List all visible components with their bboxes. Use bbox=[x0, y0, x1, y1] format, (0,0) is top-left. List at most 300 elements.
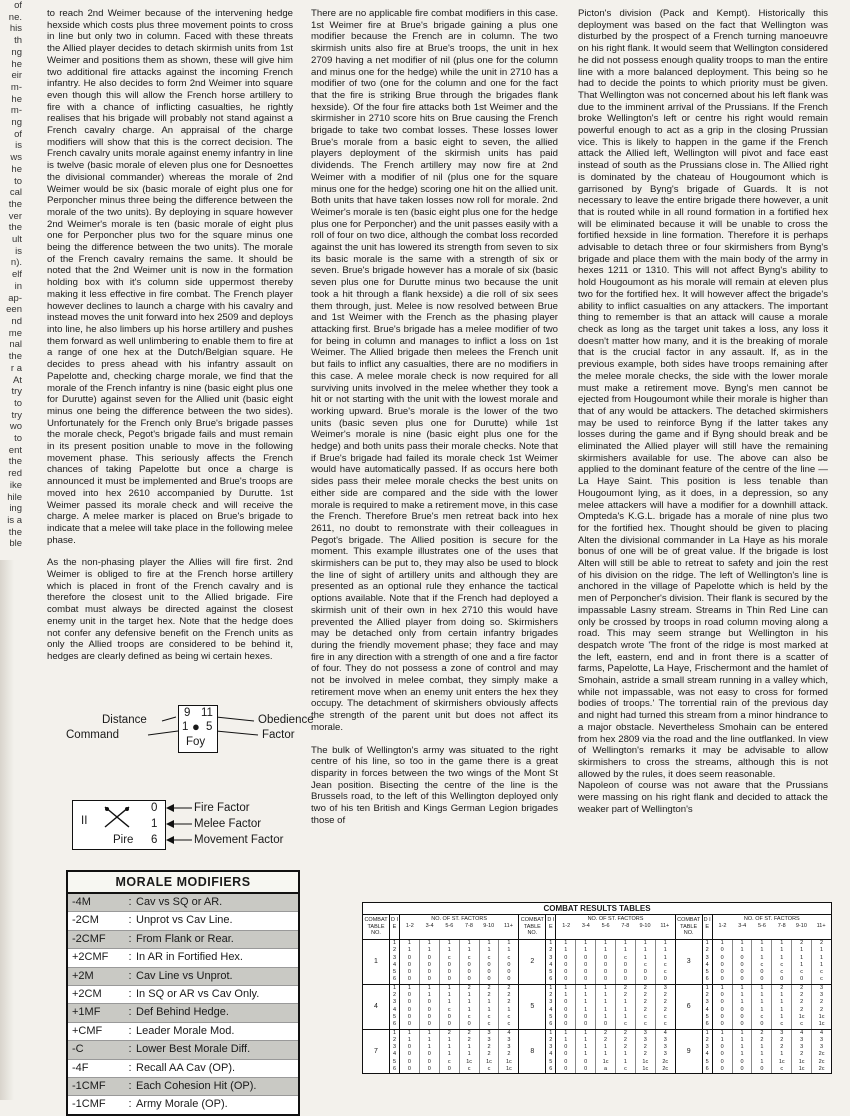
gutter-text: red bbox=[8, 468, 22, 480]
crt-cell: 0 bbox=[576, 1059, 596, 1066]
crt-table-number: 3 bbox=[676, 940, 703, 984]
crt-cell: 0 bbox=[596, 976, 616, 983]
crt-cell: 0 bbox=[616, 969, 636, 976]
crt-cell: c bbox=[636, 962, 656, 969]
crt-cell: c bbox=[440, 1007, 460, 1014]
crt-die-roll: 2 bbox=[546, 992, 556, 999]
crt-cell: 1 bbox=[752, 947, 772, 954]
crt-cell: 1 bbox=[820, 961, 824, 968]
crt-cell: c bbox=[460, 955, 480, 962]
crt-cell: 1 bbox=[440, 985, 460, 992]
unit-numeral: II bbox=[81, 815, 88, 827]
crt-cell: 1c bbox=[460, 1059, 480, 1066]
crt-cell: c bbox=[616, 955, 636, 962]
crt-cell: 2 bbox=[596, 1037, 616, 1044]
crt-block bbox=[519, 915, 675, 1073]
crt-cell: 0 bbox=[733, 955, 753, 962]
crt-cell: 0 bbox=[733, 969, 753, 976]
crt-die-roll: 1 bbox=[390, 940, 400, 947]
crt-cell: 1 bbox=[440, 999, 460, 1006]
label-movement-factor: Movement Factor bbox=[194, 834, 284, 846]
crt-die-roll: 2 bbox=[390, 1037, 400, 1044]
crt-die-roll: 6 bbox=[703, 1021, 713, 1028]
crt-table bbox=[676, 1030, 831, 1074]
combat-results-tables bbox=[362, 902, 832, 1074]
crt-column-header: 9-10 bbox=[795, 923, 807, 929]
crt-row bbox=[390, 1007, 518, 1014]
crt-cell: 1 bbox=[556, 1030, 576, 1037]
crt-die-roll: 2 bbox=[546, 947, 556, 954]
crt-cell: 1 bbox=[752, 1059, 772, 1066]
crt-die-roll: 3 bbox=[703, 1044, 713, 1051]
crt-header-die: D I E bbox=[390, 915, 400, 939]
crt-row bbox=[390, 976, 518, 983]
crt-die-roll: 6 bbox=[390, 1066, 400, 1073]
crt-cell: 0 bbox=[460, 962, 480, 969]
crt-row bbox=[703, 962, 831, 969]
crt-row bbox=[390, 985, 518, 992]
crt-row bbox=[390, 969, 518, 976]
crt-cell: 0 bbox=[480, 969, 500, 976]
crt-cell: 1 bbox=[713, 1030, 733, 1037]
label-command: Command bbox=[66, 729, 120, 741]
crt-table-number: 1 bbox=[363, 940, 390, 984]
unit-move-value: 6 bbox=[151, 834, 158, 846]
crt-cell: 0 bbox=[772, 976, 792, 983]
crt-cell: 0 bbox=[480, 976, 500, 983]
crt-cell: 0 bbox=[556, 969, 576, 976]
modifier-description: Recall AA Cav (OP). bbox=[136, 1061, 236, 1074]
crt-table bbox=[676, 940, 831, 985]
crt-table-number: 9 bbox=[676, 1030, 703, 1074]
crt-cell: 3 bbox=[772, 1030, 792, 1037]
crt-cell: 1 bbox=[507, 1006, 511, 1013]
crt-cell: 0 bbox=[400, 1066, 420, 1073]
crt-cell: 1 bbox=[772, 1051, 792, 1058]
crt-cell: 1 bbox=[596, 985, 616, 992]
crt-cell: 0 bbox=[400, 962, 420, 969]
crt-cell: 2 bbox=[772, 1044, 792, 1051]
crt-cell: 0 bbox=[636, 976, 656, 983]
crt-cell: 2 bbox=[792, 985, 812, 992]
crt-cell: 2 bbox=[752, 1030, 772, 1037]
crt-die-roll: 3 bbox=[390, 1044, 400, 1051]
separator: : bbox=[128, 1098, 132, 1111]
morale-modifiers-table bbox=[66, 870, 300, 1116]
crt-cell: 0 bbox=[713, 1021, 733, 1028]
crt-row bbox=[703, 1007, 831, 1014]
crt-die-roll: 2 bbox=[546, 1037, 556, 1044]
crt-column-header: 5-6 bbox=[757, 923, 766, 929]
crt-column-header: 5-6 bbox=[445, 923, 454, 929]
crt-row bbox=[390, 1037, 518, 1044]
crt-cell: 0 bbox=[556, 1021, 576, 1028]
crt-cell: 1 bbox=[420, 985, 440, 992]
crt-header-die: D I E bbox=[546, 915, 556, 939]
crt-cell: 1 bbox=[576, 947, 596, 954]
crt-row bbox=[390, 962, 518, 969]
crt-cell: 1 bbox=[616, 1014, 636, 1021]
crt-row bbox=[546, 976, 674, 983]
crt-column-header: 7-8 bbox=[465, 923, 473, 929]
crt-cell: 0 bbox=[733, 1014, 753, 1021]
crt-cell: 1 bbox=[420, 1037, 440, 1044]
crt-cell: 3 bbox=[480, 1030, 500, 1037]
crt-cell: a bbox=[596, 1066, 616, 1073]
crt-cell: 1 bbox=[460, 999, 480, 1006]
crt-cell: 0 bbox=[576, 955, 596, 962]
crt-cell: 0 bbox=[733, 976, 753, 983]
crt-row bbox=[546, 940, 674, 947]
crt-column-header: 1-2 bbox=[562, 923, 571, 929]
gutter-text: ble bbox=[9, 538, 22, 550]
crt-cell: 1 bbox=[752, 955, 772, 962]
crt-row bbox=[546, 1021, 674, 1028]
gutter-text: nd bbox=[11, 315, 22, 327]
crt-cell: c bbox=[480, 1014, 500, 1021]
crt-cell: 1 bbox=[576, 1037, 596, 1044]
crt-die-roll: 3 bbox=[703, 999, 713, 1006]
crt-row bbox=[703, 1014, 831, 1021]
gutter-text: m- bbox=[10, 105, 22, 117]
crt-die-roll: 6 bbox=[546, 1021, 556, 1028]
label-obedience: Obedience bbox=[258, 714, 314, 726]
gutter-text: the bbox=[8, 456, 22, 468]
gutter-text: try bbox=[11, 409, 22, 421]
crt-cell: 0 bbox=[576, 976, 596, 983]
crt-cell: 2 bbox=[636, 992, 656, 999]
label-distance: Distance bbox=[102, 714, 147, 726]
morale-row bbox=[68, 931, 298, 949]
crt-cell: 1c bbox=[818, 1013, 825, 1020]
crt-row bbox=[546, 1037, 674, 1044]
paragraph: There are no applicable fire combat modifiers in this case. 1st Weimer fire at Brue's brigade gaining a plus one modifier because the French are in column. The two skirmish units also fire at Brue's troops, the unit in hex 2709 having a net modifier of nil (plus one for the column and minus one for the hedge) while the unit in 2710 has a modifier of two (one for the column and one for the fact that the fire is striking Brue through the brigades flank hexside). Of the four fire attacks both 1st Weimer and the skirmisher in 2710 score hits on Brue causing the French brigade to take two combat losses. These losses lower Brue's morale from a basic eight to seven, the allied players deployment of the skirmish units has paid dividends. The French artillery may now fire at 2nd Weimer with a modifier of nil (plus one for the square minus one for the hedge) scoring one hit on the allied unit. Both units that have taken losses now roll for morale. 2nd Weimer's morale is ten (basic eight plus one for the hedge plus one for Perponcher) and the unit passes easily with a roll of four on two dice, although the combat loss recorded against the unit has lowered its strength from seven to six its basic morale is the same with a strength of six or seven. Brue's brigade however has a morale of six (basic seven plus one for Durutte minus two because the unit took a hit through a flank hexside) a die roll of six sees them through, just. Melee is now resolved between Brue and 1st Weimer with the French as the phasing player attacking first. Brue's brigade has a melee modifier of two for being in column and manages to inflict a loss on 1st Weimer. The Allied brigade then melees the French unit but fails to inflict any casualties, there are no modifiers in this case. A melee morale check is now required for all surviving units involved in the melee whether they took a hit or not starting with the unit with the lowest morale and working upward. Brue's morale is the lower of the two units (basic seven plus one for Durutte) while 1st Weimer's morale is nine (basic eight plus one for the hedge) and both units pass their morale checks. Note that if Brue's brigade had failed its morale check 1st Weimer would have automatically passed. If as occurs here both sides pass their melee morale checks the best units on either side are compared and the side with the lower morale is required to make a retirement move, in this case the French. Therefore Brue's men retreat back into hex 2611, no doubt to remonstrate with their colleagues in Pegot's brigade. The Allied position is secure for the moment. This example illustrates one of the uses that skirmishers can be put to, they may also be used to block the line of sight of artillery units and although they are presented as an optional rule they enhance the tactical options available. Note that if the French had deployed a skirmish unit of their own in hex 2710 this would have prevented the Allied player from doing so. Skirmishers may be detached only from certain infantry brigades during the friendly movement phase; they face and may fire in any direction with a strength of one and a fire factor of four. They do not possess a zone of control and may not be involved in melee combat, they simply make a retirement move when an enemy unit enters the hex they occupy. The detachment of skirmishers obviously affects the strength of the parent unit but does not affect its morale. bbox=[311, 8, 558, 733]
crt-cell: 1 bbox=[596, 992, 616, 999]
modifier-description: Cav vs SQ or AR. bbox=[136, 894, 298, 911]
crt-cell: 0 bbox=[400, 969, 420, 976]
gutter-text: th bbox=[14, 35, 22, 47]
crt-cell: 0 bbox=[733, 1059, 753, 1066]
modifier-code: -2CMF bbox=[68, 931, 124, 948]
crt-cell: 1 bbox=[752, 999, 772, 1006]
crt-cell: 1 bbox=[772, 1014, 792, 1021]
crt-cell: c bbox=[460, 1014, 480, 1021]
crt-cell: 1 bbox=[480, 1007, 500, 1014]
crt-cell: 0 bbox=[400, 1059, 420, 1066]
crt-row bbox=[703, 1030, 831, 1037]
crt-cell: 1 bbox=[616, 940, 636, 947]
crt-column-header: 3-4 bbox=[581, 923, 590, 929]
crt-table-number: 7 bbox=[363, 1030, 390, 1074]
crt-cell: 2c bbox=[818, 1051, 825, 1058]
crt-cell: 1 bbox=[733, 940, 753, 947]
crt-cell: 0 bbox=[636, 969, 656, 976]
crt-row bbox=[390, 1059, 518, 1066]
crt-cell: 0 bbox=[420, 955, 440, 962]
gutter-text: the bbox=[8, 198, 22, 210]
unit-melee-value: 1 bbox=[151, 818, 158, 830]
modifier-description: Each Cohesion Hit (OP). bbox=[136, 1078, 298, 1095]
crt-cell: 3 bbox=[792, 1044, 812, 1051]
crt-cell: 3 bbox=[480, 1037, 500, 1044]
gutter-text: is bbox=[15, 140, 22, 152]
crt-cell: 3 bbox=[792, 1037, 812, 1044]
crt-cell: 2 bbox=[480, 985, 500, 992]
leader-name: Foy bbox=[186, 736, 206, 748]
crt-row bbox=[546, 992, 674, 999]
crt-row bbox=[546, 1030, 674, 1037]
crt-cell: 2c bbox=[818, 1066, 825, 1073]
crt-cell: 3 bbox=[663, 1044, 667, 1051]
crt-column-header: 3-4 bbox=[738, 923, 747, 929]
crt-table bbox=[363, 985, 518, 1030]
crt-cell: c bbox=[460, 1066, 480, 1073]
morale-row bbox=[68, 1078, 298, 1096]
modifier-code: +2CMF bbox=[72, 951, 109, 964]
gutter-text: he bbox=[11, 93, 22, 105]
crt-cell: c bbox=[616, 1021, 636, 1028]
unit-name: Pire bbox=[113, 834, 134, 846]
crt-cell: c bbox=[440, 1059, 460, 1066]
crt-die-roll: 5 bbox=[703, 1014, 713, 1021]
crt-cell: 2c bbox=[662, 1066, 669, 1073]
crt-cell: c bbox=[772, 969, 792, 976]
crt-cell: 1 bbox=[752, 1044, 772, 1051]
crt-cell: c bbox=[820, 969, 823, 976]
crt-cell: 1 bbox=[400, 985, 420, 992]
crt-cell: 1 bbox=[480, 940, 500, 947]
crt-cell: 2 bbox=[507, 992, 511, 999]
crt-row bbox=[703, 969, 831, 976]
crt-die-roll: 3 bbox=[703, 955, 713, 962]
crt-cell: 3 bbox=[820, 992, 824, 999]
crt-row bbox=[390, 1044, 518, 1051]
crt-cell: 0 bbox=[507, 961, 511, 968]
gutter-text: try bbox=[11, 386, 22, 398]
crt-cell: 1 bbox=[636, 955, 656, 962]
gutter-text: n). bbox=[10, 257, 22, 269]
crt-table-number: 8 bbox=[519, 1030, 546, 1074]
crt-cell: 1 bbox=[616, 999, 636, 1006]
gutter-text: is a bbox=[7, 514, 22, 526]
crt-cell: 1 bbox=[792, 947, 812, 954]
crt-cell: 1 bbox=[440, 1051, 460, 1058]
gutter-text: the bbox=[8, 526, 22, 538]
crt-cell: 0 bbox=[420, 1021, 440, 1028]
crt-header-table: COMBAT TABLE NO. bbox=[363, 915, 390, 939]
crt-cell: 0 bbox=[440, 1066, 460, 1073]
crt-cell: 1 bbox=[460, 992, 480, 999]
crt-die-roll: 1 bbox=[390, 985, 400, 992]
crt-header bbox=[363, 915, 518, 940]
crt-row bbox=[546, 1044, 674, 1051]
crt-cell: 1 bbox=[713, 985, 733, 992]
crt-cell: 0 bbox=[713, 1044, 733, 1051]
crt-cell: 2 bbox=[480, 1044, 500, 1051]
crt-cell: 1 bbox=[556, 992, 576, 999]
crt-cell: 1 bbox=[576, 940, 596, 947]
crt-cell: 2 bbox=[616, 1030, 636, 1037]
gutter-text: At bbox=[13, 374, 22, 386]
crt-cell: 4 bbox=[663, 1029, 667, 1036]
gutter-text: hile bbox=[7, 491, 22, 503]
crt-cell: 3 bbox=[820, 984, 824, 991]
crt-cell: 2 bbox=[507, 1051, 511, 1058]
modifier-description: Lower Best Morale Diff. bbox=[136, 1041, 298, 1058]
crt-cell: 1c bbox=[636, 1059, 656, 1066]
morale-row bbox=[68, 1060, 298, 1078]
modifier-code: +CMF bbox=[72, 1024, 103, 1037]
separator: : bbox=[124, 1078, 136, 1095]
crt-cell: 0 bbox=[400, 976, 420, 983]
crt-die-roll: 2 bbox=[703, 1037, 713, 1044]
crt-cell: c bbox=[480, 1021, 500, 1028]
crt-cell: 0 bbox=[460, 1021, 480, 1028]
crt-die-roll: 6 bbox=[703, 976, 713, 983]
crt-cell: c bbox=[663, 1013, 667, 1020]
crt-row bbox=[390, 999, 518, 1006]
gutter-text: cal bbox=[9, 187, 22, 199]
crt-cell: 1 bbox=[576, 985, 596, 992]
crt-cell: c bbox=[792, 1021, 812, 1028]
gutter-text: of bbox=[14, 0, 22, 11]
crt-row bbox=[703, 1059, 831, 1066]
crt-cell: 2 bbox=[820, 1006, 824, 1013]
crt-header-factors-label: NO. OF ST. FACTORS bbox=[431, 916, 488, 922]
crt-cell: 1 bbox=[772, 999, 792, 1006]
arrows bbox=[166, 800, 196, 850]
crt-cell: c bbox=[440, 955, 460, 962]
crt-die-roll: 4 bbox=[546, 962, 556, 969]
gutter-text: ver bbox=[8, 210, 22, 222]
crt-die-roll: 2 bbox=[703, 992, 713, 999]
modifier-code: -1CMF bbox=[72, 1098, 106, 1111]
crt-die-roll: 5 bbox=[546, 969, 556, 976]
crt-cell: 3 bbox=[636, 1030, 656, 1037]
crt-row bbox=[703, 947, 831, 954]
crt-cell: 0 bbox=[556, 1007, 576, 1014]
crt-cell: 3 bbox=[663, 1036, 667, 1043]
crt-row bbox=[703, 1066, 831, 1073]
crt-cell: 2 bbox=[507, 999, 511, 1006]
separator: : bbox=[128, 987, 132, 1000]
crt-cell: 1 bbox=[772, 992, 792, 999]
crt-cell: 1 bbox=[556, 947, 576, 954]
crt-cell: 1 bbox=[663, 940, 667, 946]
crt-cell: 2 bbox=[596, 1030, 616, 1037]
crt-row bbox=[390, 1066, 518, 1073]
modifier-description: In AR in Fortified Hex. bbox=[136, 951, 243, 964]
crt-cell: 0 bbox=[440, 1021, 460, 1028]
crt-cell: 3 bbox=[507, 1044, 511, 1051]
crt-column-header: 3-4 bbox=[425, 923, 434, 929]
crt-row bbox=[390, 1014, 518, 1021]
crt-cell: 0 bbox=[420, 999, 440, 1006]
crt-cell: 3 bbox=[820, 1036, 824, 1043]
crt-header-factors bbox=[400, 915, 518, 939]
crt-row bbox=[703, 1021, 831, 1028]
separator: : bbox=[124, 1004, 136, 1021]
crt-cell: c bbox=[507, 1021, 511, 1028]
crt-cell: 1c bbox=[772, 1059, 792, 1066]
crt-cell: 1 bbox=[596, 947, 616, 954]
modifier-description: From Flank or Rear. bbox=[136, 931, 298, 948]
morale-row bbox=[68, 1023, 298, 1041]
crt-die-roll: 3 bbox=[390, 955, 400, 962]
crt-cell: 4 bbox=[820, 1029, 824, 1036]
crt-row bbox=[546, 1007, 674, 1014]
crt-cell: 1 bbox=[820, 947, 824, 954]
crt-cell: 2 bbox=[616, 992, 636, 999]
gutter-text: his bbox=[9, 23, 22, 35]
crt-cell: 1 bbox=[440, 947, 460, 954]
crt-cell: 1 bbox=[752, 985, 772, 992]
crt-cell: 0 bbox=[596, 962, 616, 969]
crt-cell: c bbox=[507, 954, 511, 961]
crt-cell: 2 bbox=[636, 1051, 656, 1058]
crt-cell: 0 bbox=[400, 955, 420, 962]
morale-row bbox=[68, 894, 298, 912]
crt-cell: 0 bbox=[616, 962, 636, 969]
crt-cell: 2 bbox=[792, 1007, 812, 1014]
crt-cell: 2 bbox=[616, 985, 636, 992]
crt-row bbox=[390, 992, 518, 999]
crt-cell: 0 bbox=[440, 962, 460, 969]
crt-table-number: 5 bbox=[519, 985, 546, 1029]
crt-cell: 1 bbox=[596, 1007, 616, 1014]
gutter-text: ike bbox=[9, 479, 22, 491]
modifier-description: In SQ or AR vs Cav Only. bbox=[136, 987, 260, 1000]
crt-cell: 0 bbox=[556, 976, 576, 983]
crt-cell: 1c bbox=[792, 1014, 812, 1021]
crt-cell: 0 bbox=[400, 1021, 420, 1028]
crt-cell: 0 bbox=[713, 999, 733, 1006]
crt-row bbox=[390, 1021, 518, 1028]
leader-value-bottom-left: 1 bbox=[182, 721, 189, 733]
crt-cell: 1 bbox=[713, 940, 733, 947]
separator: : bbox=[128, 914, 132, 927]
separator: : bbox=[128, 951, 132, 964]
crt-cell: 1 bbox=[400, 947, 420, 954]
modifier-description: Def Behind Hedge. bbox=[136, 1004, 298, 1021]
crt-row bbox=[703, 976, 831, 983]
crt-cell: c bbox=[616, 1066, 636, 1073]
crt-cell: c bbox=[663, 1021, 667, 1028]
crt-cell: 1 bbox=[420, 947, 440, 954]
crt-cell: 1 bbox=[460, 1044, 480, 1051]
label-melee-factor: Melee Factor bbox=[194, 818, 262, 830]
gutter-text: in bbox=[14, 280, 22, 292]
modifier-code: -C bbox=[68, 1041, 124, 1058]
crt-row bbox=[390, 955, 518, 962]
leader-counter bbox=[178, 705, 218, 753]
crt-cell: 1c bbox=[792, 1066, 812, 1073]
crt-cell: c bbox=[772, 1066, 792, 1073]
crt-die-roll: 5 bbox=[546, 1014, 556, 1021]
crt-cell: 1 bbox=[663, 947, 667, 954]
crt-cell: 0 bbox=[420, 1051, 440, 1058]
crt-die-roll: 6 bbox=[390, 1021, 400, 1028]
crt-cell: 1 bbox=[460, 940, 480, 947]
crt-cell: 0 bbox=[713, 962, 733, 969]
gutter-text: elf bbox=[11, 269, 22, 281]
crt-table-number: 4 bbox=[363, 985, 390, 1029]
paragraph: The bulk of Wellington's army was situated to the right centre of his line, so too in the game there is a great disparity in forces between the two wings of the Mont St Jean position. Bisecting the centre of the line is the Brussels road, to the left of this Wellington deployed only two of his ten British and Kings German Legion brigades those of bbox=[311, 744, 558, 826]
gutter-text: ap- bbox=[8, 292, 22, 304]
crt-cell: 0 bbox=[556, 955, 576, 962]
modifier-code: +2M bbox=[68, 968, 124, 985]
crt-cell: 1 bbox=[772, 1007, 792, 1014]
